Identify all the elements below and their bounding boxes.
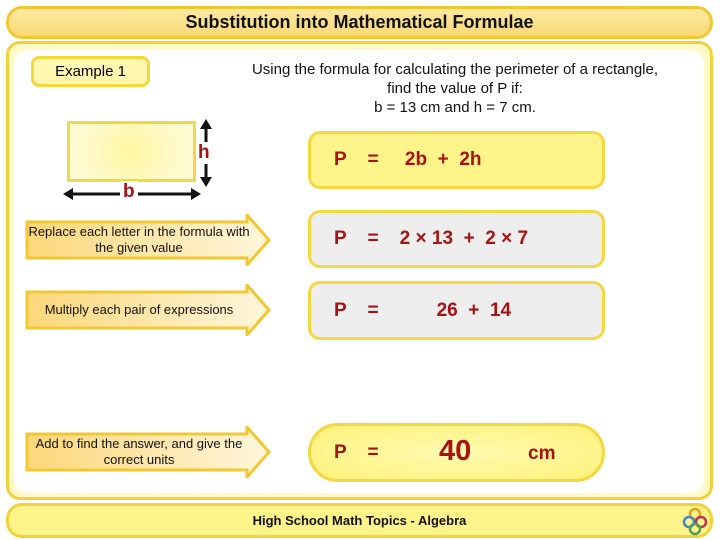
page-title: Substitution into Mathematical Formulae	[6, 6, 713, 39]
step-instruction: Multiply each pair of expressions	[44, 302, 234, 317]
logo-icon	[682, 506, 708, 536]
example-label: Example 1	[31, 56, 150, 87]
base-label: b	[120, 181, 138, 203]
question-text	[210, 60, 700, 117]
question-line: find the value of P if:	[387, 80, 523, 97]
footer: High School Math Topics - Algebra	[6, 503, 713, 538]
answer-lhs: P =	[334, 441, 379, 463]
answer-units: cm	[528, 443, 556, 464]
step-arrow-2	[25, 284, 271, 336]
rectangle-diagram	[67, 121, 196, 182]
question-line: b = 13 cm and h = 7 cm.	[374, 99, 536, 116]
step-arrow-1	[25, 214, 271, 266]
formula: P = 2b + 2h	[334, 149, 482, 170]
formula-box	[308, 131, 605, 189]
expression-box	[308, 281, 605, 340]
height-label: h	[198, 142, 210, 163]
answer-value: 40	[439, 435, 472, 467]
expression-box	[308, 210, 605, 268]
step-instruction: Add to find the answer, and give the correct units	[35, 436, 243, 467]
expression: P = 26 + 14	[334, 299, 512, 321]
question-line: Using the formula for calculating the perimeter of a rectangle,	[251, 61, 659, 78]
expression: P = 2 × 13 + 2 × 7	[334, 228, 529, 249]
step-instruction: Replace each letter in the formula with the given value	[28, 224, 250, 255]
answer-box	[308, 423, 605, 482]
step-arrow-3	[25, 426, 271, 478]
